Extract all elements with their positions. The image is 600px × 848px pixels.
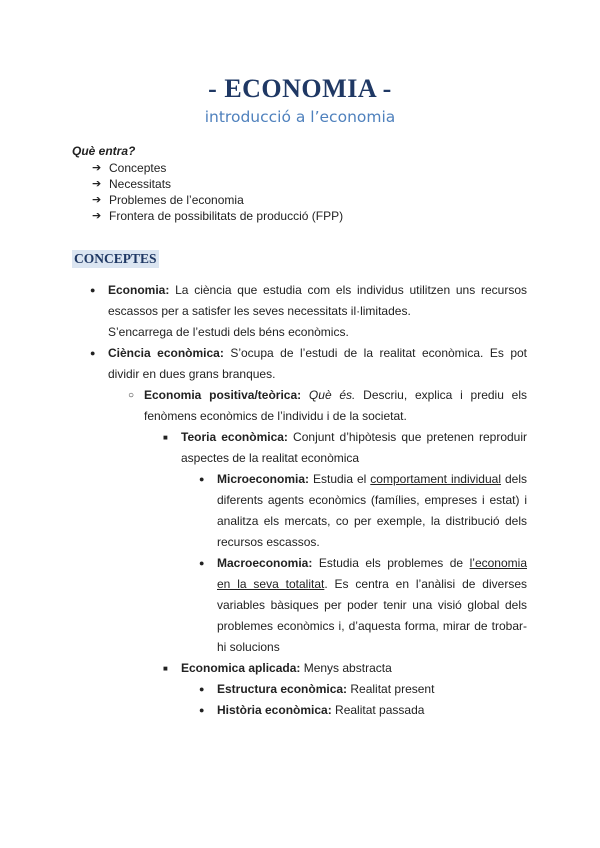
- disc-bullet-icon: ●: [199, 705, 205, 715]
- definition-text: Estudia els problemes de: [312, 556, 470, 570]
- term-label: Economia:: [108, 283, 170, 297]
- document-subtitle: introducció a l’economia: [204, 108, 396, 126]
- list-item: [92, 208, 343, 224]
- definition-text: Conjunt d’hipòtesis que pretenen reproduir aspectes de la realitat econòmica: [181, 430, 528, 465]
- definition-text: La ciència que estudia com els individus utilitzen uns recursos escassos per a satisfer les seves necessitats il·limitades.: [108, 283, 527, 318]
- disc-bullet-icon: ●: [199, 558, 205, 568]
- definition-text: dels diferents agents econòmics (famílies, empreses i estat) i analitza els mercats, co per exemple, la distribució dels recursos escassos.: [217, 472, 527, 549]
- definition-text: Estudia el: [309, 472, 371, 486]
- list-item-label: Conceptes: [109, 161, 167, 175]
- definition-text: Realitat passada: [331, 703, 425, 717]
- list-item-label: Frontera de possibilitats de producció (FPP): [109, 209, 344, 223]
- underlined-text: l’economia en la seva totalitat: [217, 556, 527, 591]
- arrow-icon: ➔: [92, 177, 102, 190]
- disc-bullet-icon: ●: [90, 285, 96, 295]
- concept-ciencia-economica: [90, 343, 527, 385]
- square-bullet-icon: ■: [163, 433, 168, 442]
- arrow-icon: ➔: [92, 161, 102, 174]
- definition-text-extra: S’encarrega de l’estudi dels béns econòmics.: [108, 325, 349, 339]
- concept-microeconomia: [199, 469, 527, 553]
- square-bullet-icon: ■: [163, 664, 168, 673]
- intro-list: [92, 160, 343, 224]
- concept-estructura-economica: [199, 679, 527, 700]
- definition-text: . Es centra en l’anàlisi de diverses variables bàsiques per poder tenir una visió global dels problemes econòmics i, d’aquesta forma, mirar de trobar-hi solucions: [217, 577, 527, 654]
- term-label: Història econòmica:: [217, 703, 332, 717]
- list-item-label: Necessitats: [109, 177, 172, 191]
- term-label: Estructura econòmica:: [217, 682, 348, 696]
- concept-historia-economica: [199, 700, 527, 721]
- term-label: Economia positiva/teòrica:: [144, 388, 302, 402]
- disc-bullet-icon: ●: [199, 684, 205, 694]
- section-heading-conceptes: CONCEPTES: [74, 251, 157, 266]
- definition-text: Realitat present: [347, 682, 435, 696]
- arrow-icon: ➔: [92, 193, 102, 206]
- disc-bullet-icon: ●: [90, 348, 96, 358]
- concept-economia: [90, 280, 527, 343]
- list-item: [92, 160, 343, 176]
- concept-economia-positiva: [128, 385, 527, 427]
- italic-text: Què és.: [301, 388, 356, 402]
- list-item: [92, 176, 343, 192]
- term-label: Macroeconomia:: [217, 556, 313, 570]
- concept-macroeconomia: [199, 553, 527, 658]
- concept-teoria-economica: [163, 427, 528, 469]
- disc-bullet-icon: ●: [199, 474, 205, 484]
- arrow-icon: ➔: [92, 209, 102, 222]
- term-label: Ciència econòmica:: [108, 346, 224, 360]
- term-label: Microeconomia:: [217, 472, 310, 486]
- intro-heading: Què entra?: [72, 144, 136, 158]
- list-item: [92, 192, 343, 208]
- definition-text: Descriu, explica i prediu els fenòmens econòmics de l’individu i de la societat.: [144, 388, 527, 423]
- list-item-label: Problemes de l’economia: [109, 193, 244, 207]
- circle-bullet-icon: ○: [128, 390, 135, 401]
- term-label: Teoria econòmica:: [181, 430, 288, 444]
- definition-text: Menys abstracta: [300, 661, 392, 675]
- concepts-content: [0, 280, 600, 721]
- underlined-text: comportament individual: [370, 472, 501, 486]
- term-label: Economica aplicada:: [181, 661, 301, 675]
- definition-text: S’ocupa de l’estudi de la realitat econòmica. Es pot dividir en dues grans branques.: [108, 346, 527, 381]
- document-title: - ECONOMIA -: [208, 74, 392, 103]
- concept-economica-aplicada: [163, 658, 527, 679]
